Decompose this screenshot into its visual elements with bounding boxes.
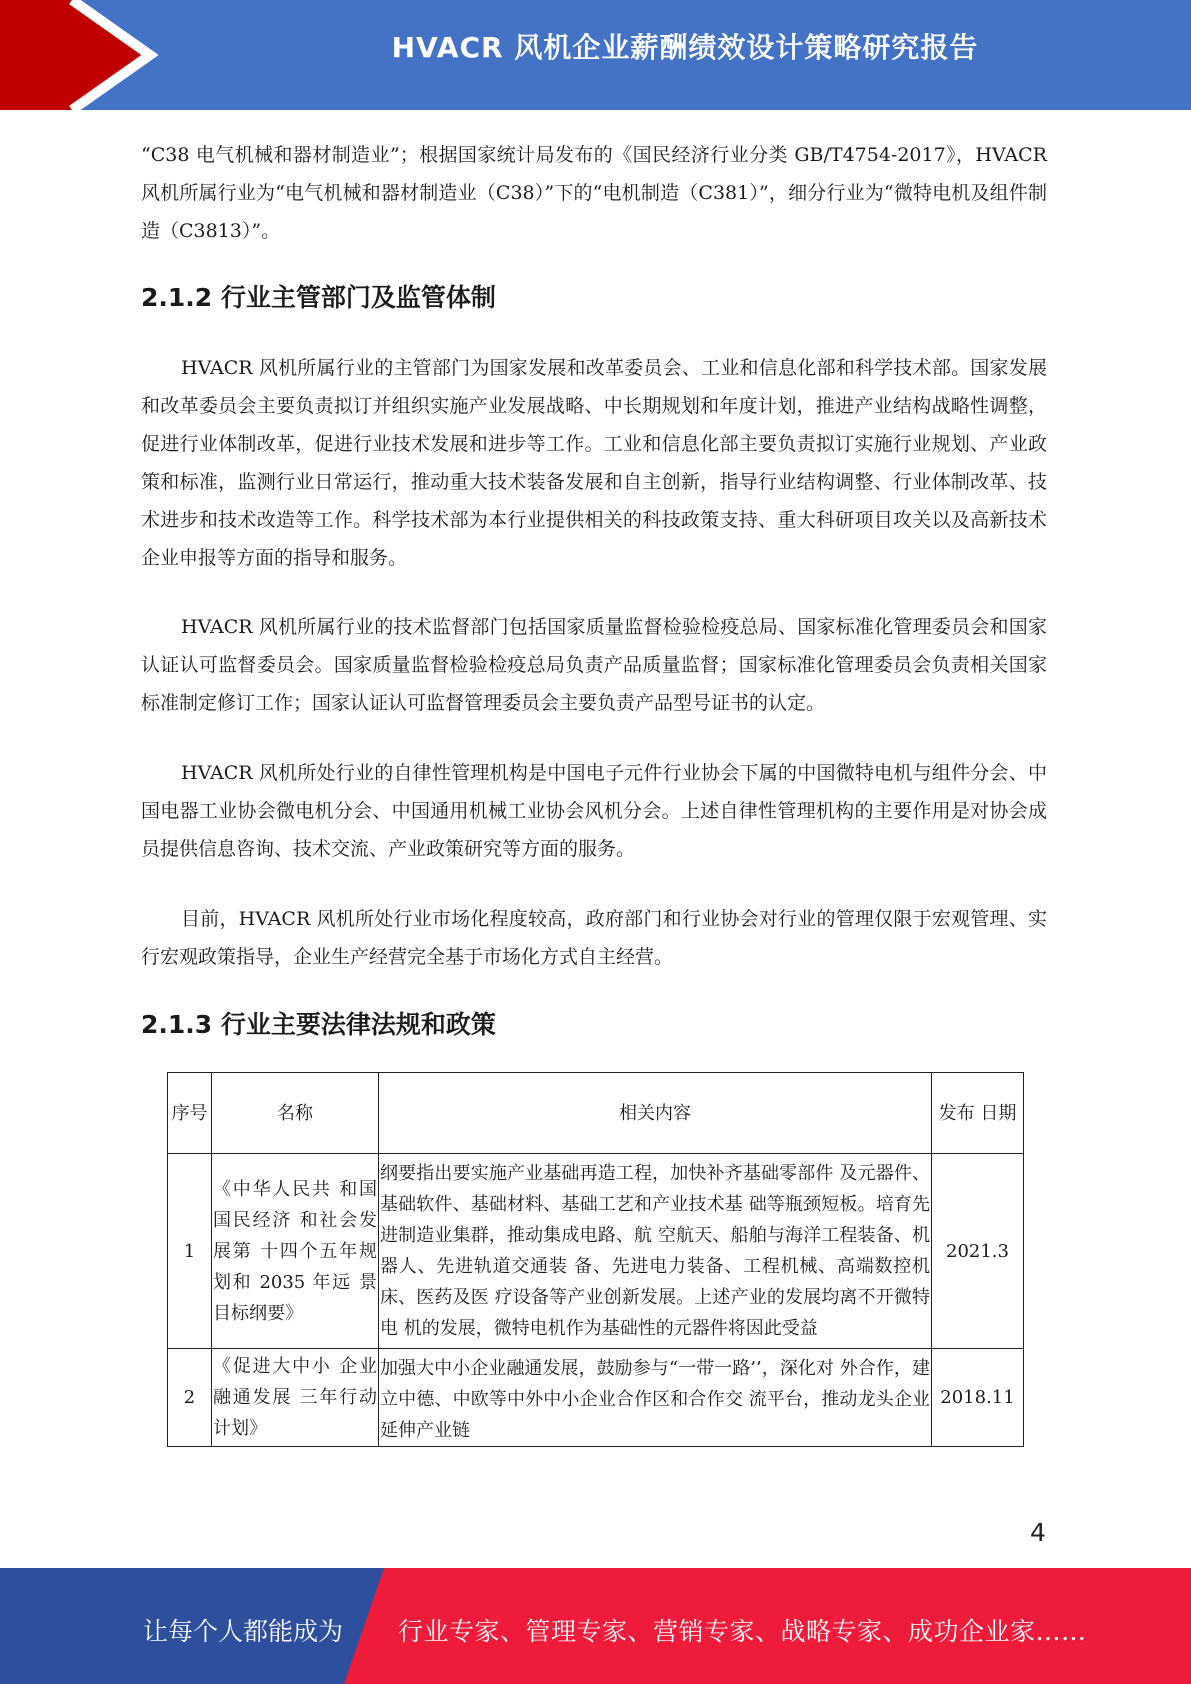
col-header-date: 发布 日期: [932, 1073, 1024, 1154]
cell-name: 《中华人民共 和国国民经济 和社会发展第 十四个五年规 划和 2035 年远 景目标纲要》: [212, 1154, 379, 1349]
paragraph: HVACR 风机所属行业的主管部门为国家发展和改革委员会、工业和信息化部和科学技术部。国家发展和改革委员会主要负责拟订并组织实施产业发展战略、中长期规划和年度计划，推进产业结构战略性调整，促进行业体制改革，促进行业技术发展和进步等工作。工业和信息化部主要负责拟订实施行业规划、产业政策和标准，监测行业日常运行，推动重大技术装备发展和自主创新，指导行业结构调整、行业体制改革、技术进步和技术改造等工作。科学技术部为本行业提供相关的科技政策支持、重大科研项目攻关以及高新技术企业申报等方面的指导和服务。: [141, 357, 1047, 569]
table-header-row: [168, 1073, 1024, 1154]
report-title: HVACR 风机企业薪酬绩效设计策略研究报告: [391, 31, 979, 64]
cell-content: 纲要指出要实施产业基础再造工程，加快补齐基础零部件 及元器件、基础软件、基础材料、基础工艺和产业技术基 础等瓶颈短板。培育先进制造业集群，推动集成电路、航 空航天、船舶与海洋工程装备、机器人、先进轨道交通装 备、先进电力装备、工程机械、高端数控机床、医药及医 疗设备等产业创新发展。上述产业的发展均离不开微特电 机的发展，微特电机作为基础性的元器件将因此受益: [379, 1154, 932, 1349]
paragraph: HVACR 风机所处行业的自律性管理机构是中国电子元件行业协会下属的中国微特电机与组件分会、中国电器工业协会微电机分会、中国通用机械工业协会风机分会。上述自律性管理机构的主要作用是对协会成员提供信息咨询、技术交流、产业政策研究等方面的服务。: [141, 762, 1047, 860]
col-header-name: 名称: [212, 1073, 379, 1154]
footer-slogan-right: 行业专家、管理专家、营销专家、战略专家、成功企业家……: [398, 1617, 1087, 1646]
cell-no: 1: [168, 1154, 212, 1349]
section-heading-2-1-2: 2.1.2 行业主管部门及监管体制: [141, 283, 496, 312]
section-heading-2-1-3: 2.1.3 行业主要法律法规和政策: [141, 1010, 496, 1039]
footer-slogan-left: 让每个人都能成为: [143, 1617, 344, 1646]
col-header-content: 相关内容: [379, 1073, 932, 1154]
table-row: [168, 1154, 1024, 1349]
page-bottom-margin: [0, 1497, 1191, 1567]
paragraph: HVACR 风机所属行业的技术监督部门包括国家质量监督检验检疫总局、国家标准化管理委员会和国家认证认可监督委员会。国家质量监督检验检疫总局负责产品质量监督；国家标准化管理委员会负责相关国家标准制定修订工作；国家认证认可监督管理委员会主要负责产品型号证书的认定。: [141, 616, 1047, 714]
cell-no: 2: [168, 1349, 212, 1447]
header-arrow-icon: [0, 0, 260, 110]
paragraph: 目前，HVACR 风机所处行业市场化程度较高，政府部门和行业协会对行业的管理仅限于宏观管理、实行宏观政策指导，企业生产经营完全基于市场化方式自主经营。: [141, 908, 1047, 968]
policy-table: [167, 1072, 1024, 1447]
col-header-no: 序号: [168, 1073, 212, 1154]
page-header: [0, 0, 1191, 110]
page-number: 4: [1030, 1518, 1046, 1547]
cell-name: 《促进大中小 企业融通发展 三年行动计划》: [212, 1349, 379, 1447]
cell-date: 2018.11: [932, 1349, 1024, 1447]
table-row: [168, 1349, 1024, 1447]
intro-paragraph: “C38 电气机械和器材制造业”；根据国家统计局发布的《国民经济行业分类 GB/T4754-2017》，HVACR 风机所属行业为“电气机械和器材制造业（C38）”下的“电机制造（C381）”，细分行业为“微特电机及组件制造（C3813）”。: [141, 144, 1047, 242]
cell-content: 加强大中小企业融通发展，鼓励参与“一带一路’’，深化对 外合作，建立中德、中欧等中外中小企业合作区和合作交 流平台，推动龙头企业延伸产业链: [379, 1349, 932, 1447]
cell-date: 2021.3: [932, 1154, 1024, 1349]
